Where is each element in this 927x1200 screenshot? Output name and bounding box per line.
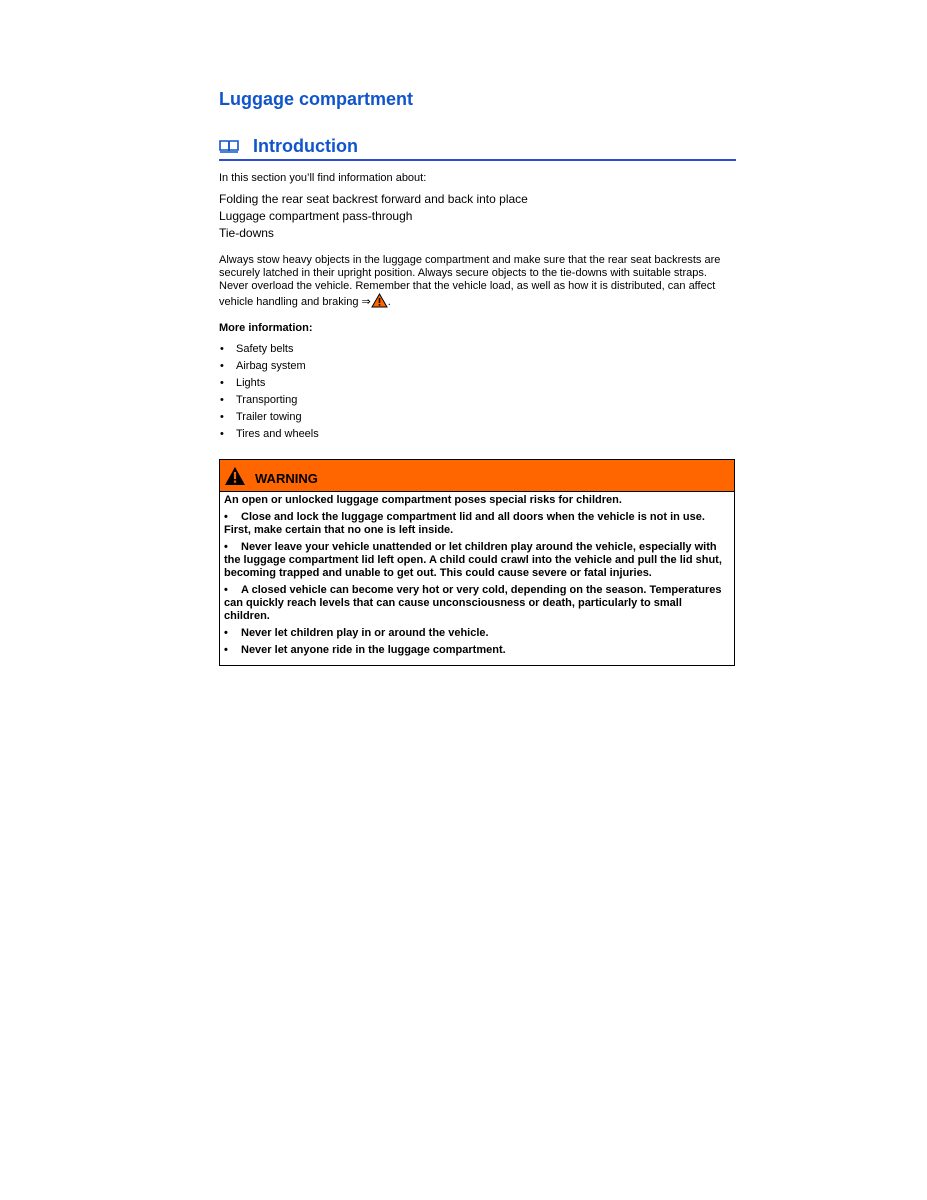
warning-item: [224, 644, 730, 657]
warning-triangle-icon: [224, 466, 246, 486]
topic-link[interactable]: Folding the rear seat backrest forward and back into place: [219, 192, 528, 206]
more-info-item[interactable]: • Trailer towing: [219, 409, 736, 426]
warning-triangle-icon[interactable]: [371, 293, 388, 308]
warning-item-text: Never let children play in or around the vehicle.: [241, 627, 489, 639]
intro-line: In this section you’ll find information about:: [219, 172, 427, 184]
bullet: •: [224, 541, 228, 553]
body-paragraph-end: .: [387, 296, 391, 308]
warning-item: [224, 584, 730, 623]
bullet: •: [224, 584, 228, 596]
warning-intro: An open or unlocked luggage compartment poses special risks for children.: [224, 494, 622, 506]
book-icon: [219, 139, 239, 153]
more-info-item[interactable]: • Transporting: [219, 392, 736, 409]
warning-item: [224, 627, 730, 640]
topic-list: [219, 191, 736, 242]
topic-link[interactable]: Luggage compartment pass-through: [219, 209, 413, 223]
warning-item-text: Never let anyone ride in the luggage compartment.: [241, 644, 506, 656]
chapter-title: Luggage compartment: [219, 89, 414, 109]
more-info-item[interactable]: • Safety belts: [219, 341, 736, 358]
warning-label: WARNING: [255, 471, 318, 486]
bullet: •: [224, 644, 228, 656]
section-title: Introduction: [253, 136, 358, 156]
more-info-item[interactable]: • Lights: [219, 375, 736, 392]
more-info-heading: More information:: [219, 322, 313, 334]
more-info-list: [219, 341, 736, 443]
warning-header: [220, 460, 734, 492]
more-info-item[interactable]: • Tires and wheels: [219, 426, 736, 443]
warning-item: [224, 511, 730, 537]
body-paragraph-text: Always stow heavy objects in the luggage compartment and make sure that the rear seat backrests are securely latched in their upright position. Always secure objects to the tie-downs with suitable straps. Never overload the vehicle. Remember that the vehicle load, as well as how it is distributed, can affect vehicle handling and braking ⇒: [219, 254, 721, 308]
more-info-item[interactable]: • Airbag system: [219, 358, 736, 375]
bullet: •: [224, 627, 228, 639]
page-content: [219, 88, 736, 666]
warning-item-text: A closed vehicle can become very hot or very cold, depending on the season. Temperatures can quickly reach levels that can cause unconsciousness or death, particularly to small children.: [224, 584, 722, 622]
bullet: •: [224, 511, 228, 523]
warning-item-text: Close and lock the luggage compartment lid and all doors when the vehicle is not in use. First, make certain that no one is left inside.: [224, 511, 705, 536]
warning-box: [219, 459, 735, 666]
warning-item-text: Never leave your vehicle unattended or let children play around the vehicle, especially with the luggage compartment lid left open. A child could crawl into the vehicle and pull the lid shut, becoming trapped and unable to get out. This could cause severe or fatal injuries.: [224, 541, 722, 579]
topic-link[interactable]: Tie-downs: [219, 226, 274, 240]
section-header: [219, 135, 736, 161]
body-paragraph: [219, 254, 736, 309]
warning-body: [220, 492, 734, 665]
warning-item: [224, 541, 730, 580]
